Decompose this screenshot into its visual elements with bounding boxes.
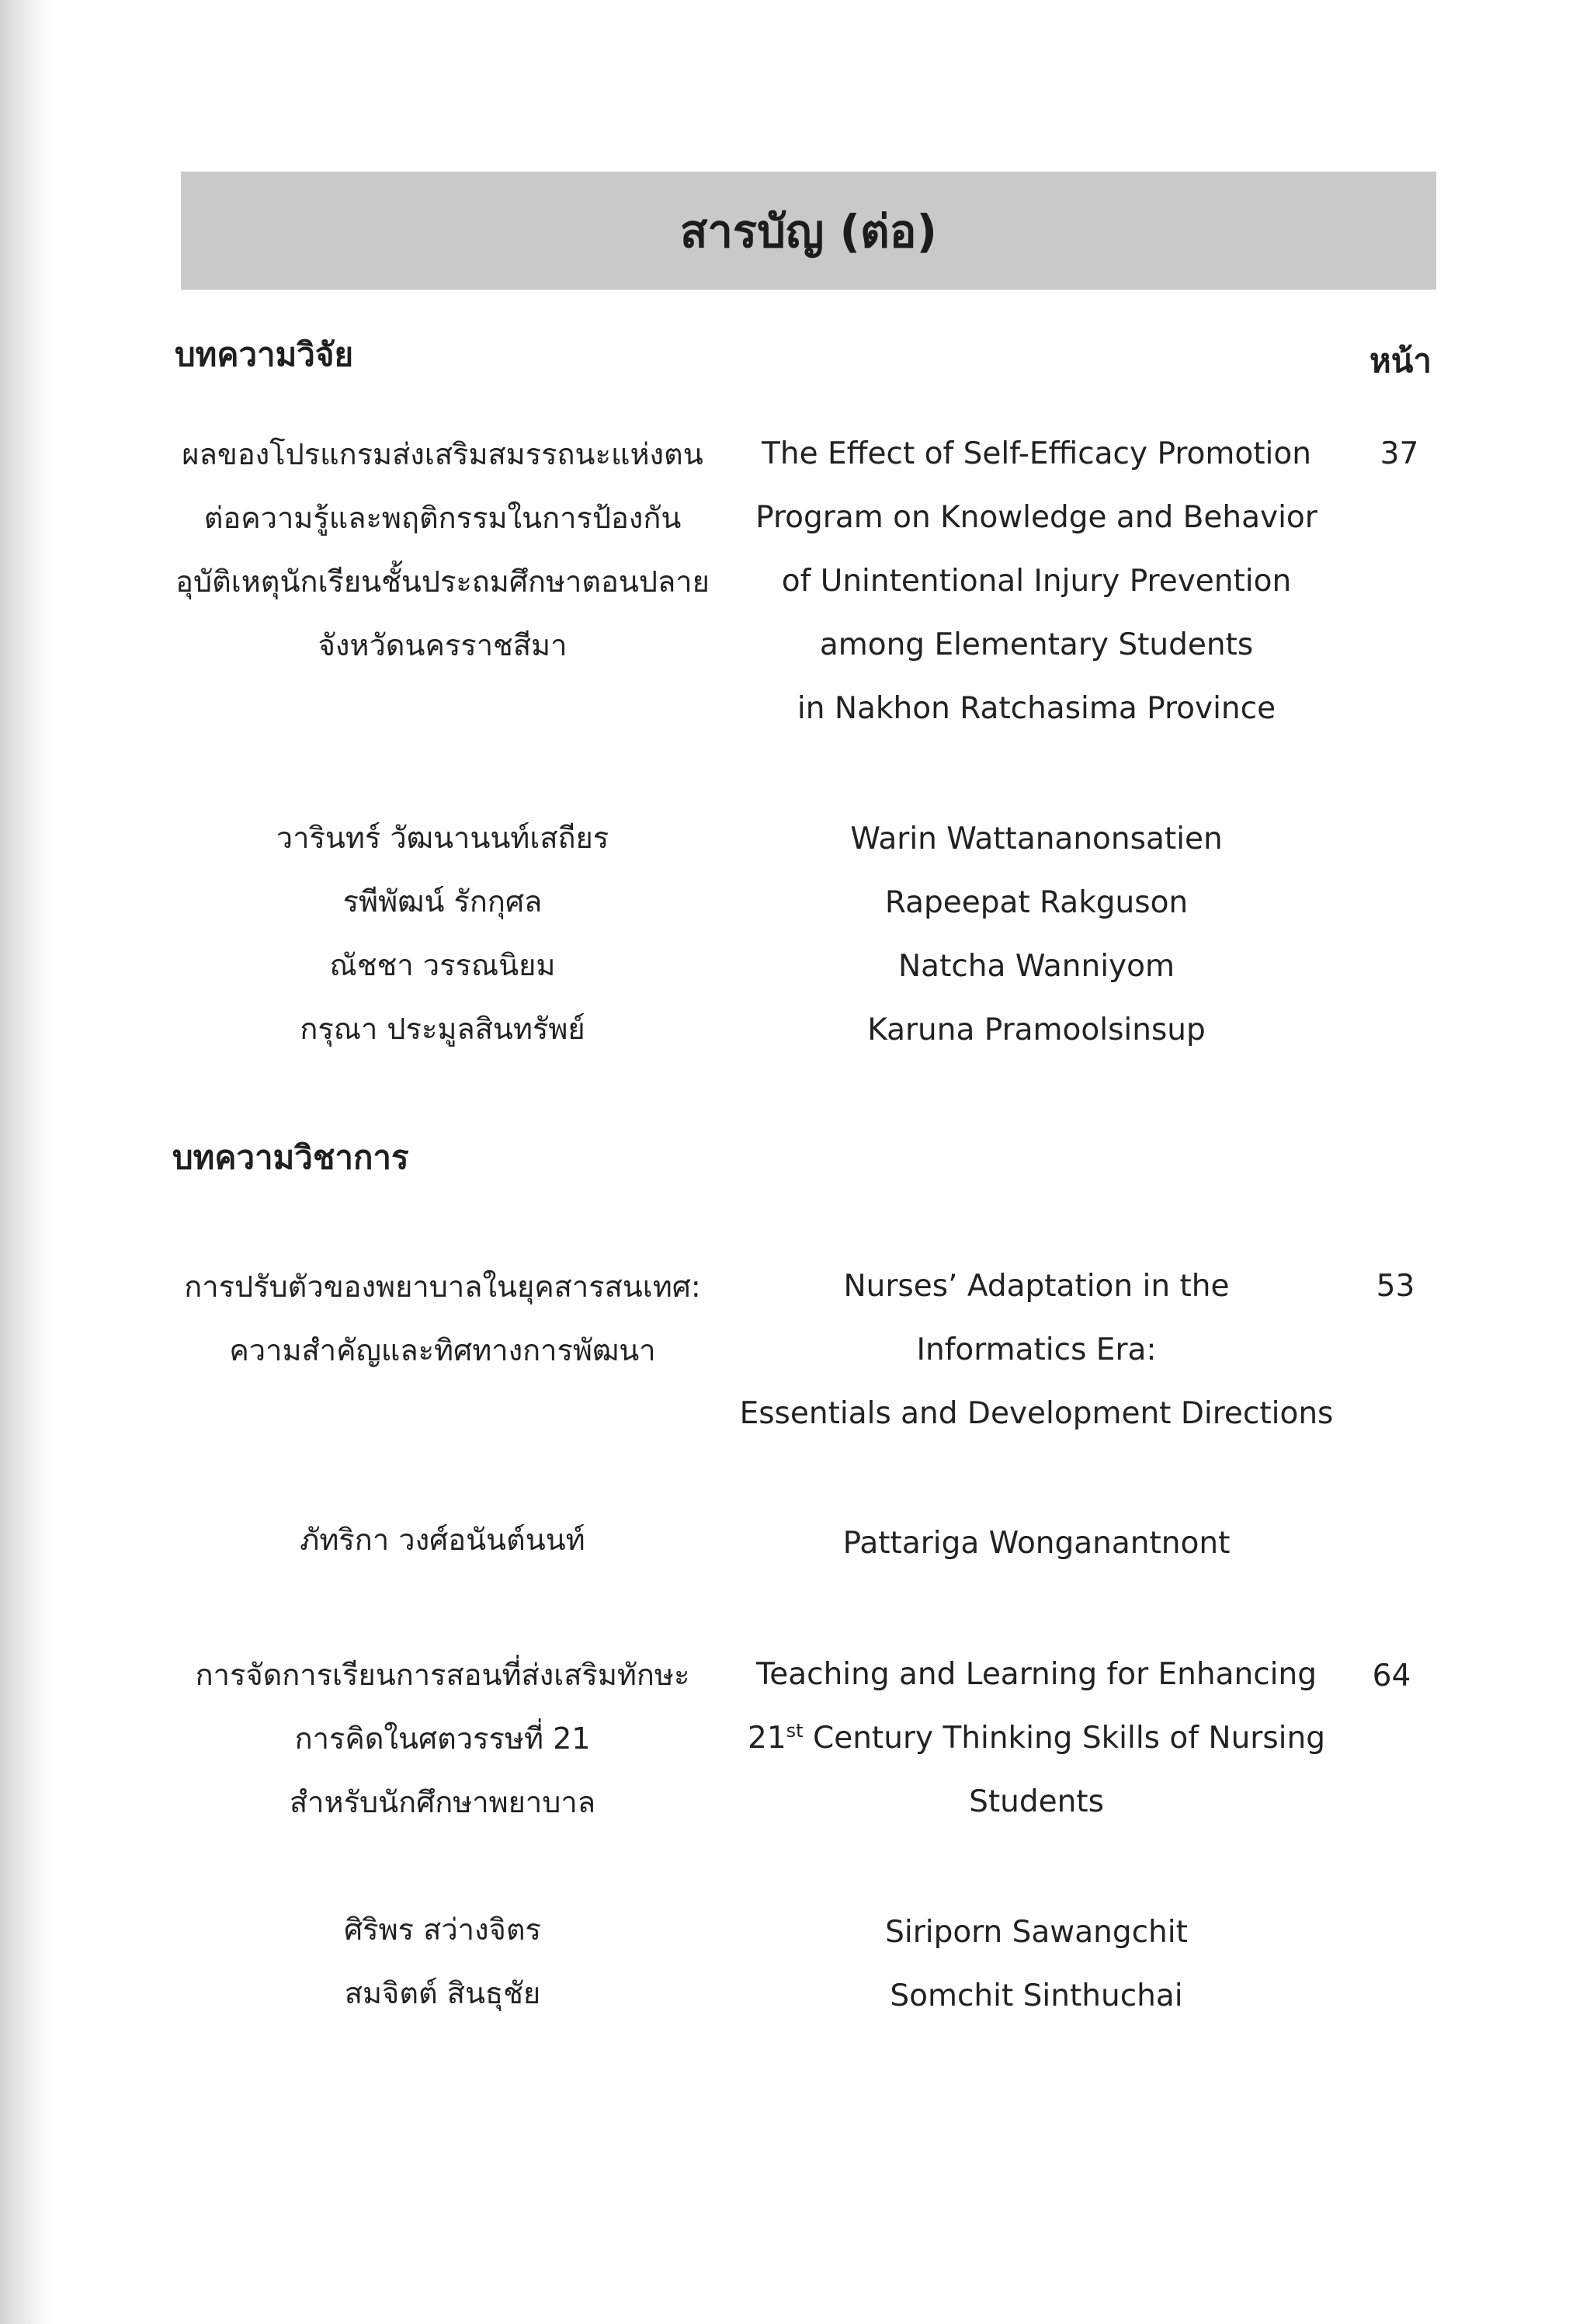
article-1-authors-th: วารินทร์ วัฒนานนท์เสถียร รพีพัฒน์ รักกุศล ณัชชา วรรณนิยม กรุณา ประมูลสินทรัพย์ (276, 821, 609, 1046)
article-1-page-number: 37 (1380, 436, 1419, 471)
article-1-title-th: ผลของโปรแกรมส่งเสริมสมรรถนะแห่งตน ต่อความรู้และพฤติกรรมในการป้องกัน อุบัติเหตุนักเรียนชั้นประถมศึกษาตอนปลาย จังหวัดนครราชสีมา (175, 437, 710, 662)
contents-header-band (181, 172, 1436, 290)
page-title: สารบัญ (ต่อ) (679, 204, 938, 258)
page-edge-shadow (0, 0, 54, 2324)
article-2-title-en: Nurses’ Adaptation in the Informatics Era: Essentials and Development Directions (739, 1269, 1334, 1431)
article-3-title-th: การจัดการเรียนการสอนที่ส่งเสริมทักษะ การคิดในศตวรรษที่ 21 สำหรับนักศึกษาพยาบาล (195, 1658, 690, 1819)
article-3-page-number: 64 (1372, 1659, 1411, 1693)
article-2-page-number: 53 (1376, 1269, 1415, 1304)
section-heading-research: บทความวิจัย (175, 335, 354, 373)
page-column-label: หน้า (1370, 342, 1432, 380)
article-2-authors-th: ภัทริกา วงศ์อนันต์นนท์ (300, 1523, 585, 1557)
article-3-title-en: Teaching and Learning for Enhancing 21st Century Thinking Skills of Nursing Students (748, 1657, 1325, 1819)
article-1-authors-en: Warin Wattananonsatien Rapeepat Rakguson Natcha Wanniyom Karuna Pramoolsinsup (850, 822, 1223, 1047)
section-heading-academic: บทความวิชาการ (172, 1138, 409, 1176)
article-3-authors-en: Siriporn Sawangchit Somchit Sinthuchai (885, 1915, 1188, 2013)
article-2-authors-en: Pattariga Wonganantnont (842, 1526, 1231, 1561)
article-2-title-th: การปรับตัวของพยาบาลในยุคสารสนเทศ: ความสำคัญและทิศทางการพัฒนา (184, 1270, 701, 1367)
article-1-title-en: The Effect of Self-Efficacy Promotion Program on Knowledge and Behavior of Unintentional Injury Prevention among Elementary Students in Nakhon Ratchasima Province (755, 436, 1317, 726)
article-3-authors-th: ศิริพร สว่างจิตร สมจิตต์ สินธุชัย (344, 1912, 541, 2010)
